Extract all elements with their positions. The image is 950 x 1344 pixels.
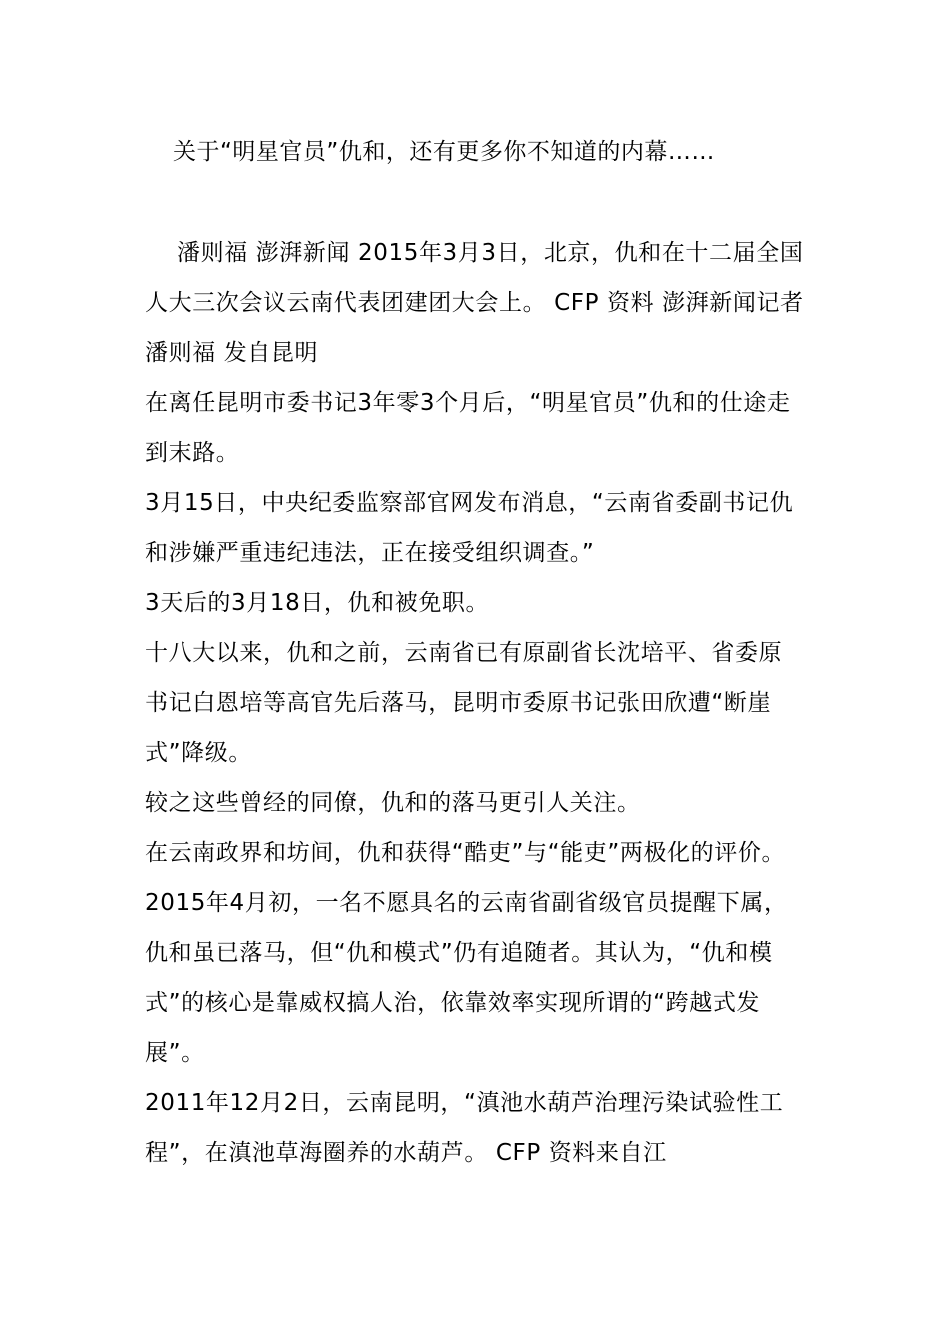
paragraph: 3月15日，中央纪委监察部官网发布消息，“云南省委副书记仇和涉嫌严重违纪违法，正在接受组织调查。” <box>145 490 794 566</box>
article-body <box>145 228 805 1178</box>
paragraph: 在云南政界和坊间，仇和获得“酷吏”与“能吏”两极化的评价。 <box>145 840 786 866</box>
paragraph-photo-caption: 2011年12月2日，云南昆明，“滇池水葫芦治理污染试验性工程”，在滇池草海圈养的水葫芦。 CFP 资料来自江 <box>145 1090 784 1166</box>
paragraph: 3天后的3月18日，仇和被免职。 <box>145 590 490 616</box>
article-title: 关于“明星官员”仇和，还有更多你不知道的内幕…… <box>173 139 715 165</box>
paragraph: 2015年4月初，一名不愿具名的云南省副省级官员提醒下属，仇和虽已落马，但“仇和模式”仍有追随者。其认为，“仇和模式”的核心是靠威权搞人治，依靠效率实现所谓的“跨越式发展”。 <box>145 890 788 1066</box>
paragraph: 较之这些曾经的同僚，仇和的落马更引人关注。 <box>145 790 641 816</box>
paragraph-byline-caption: 潘则福 澎湃新闻 2015年3月3日，北京，仇和在十二届全国人大三次会议云南代表团建团大会上。 CFP 资料 澎湃新闻记者 潘则福 发自昆明 <box>145 240 804 366</box>
paragraph: 在离任昆明市委书记3年零3个月后，“明星官员”仇和的仕途走到末路。 <box>145 390 791 466</box>
paragraph: 十八大以来，仇和之前，云南省已有原副省长沈培平、省委原书记白恩培等高官先后落马，昆明市委原书记张田欣遭“断崖式”降级。 <box>145 640 783 766</box>
